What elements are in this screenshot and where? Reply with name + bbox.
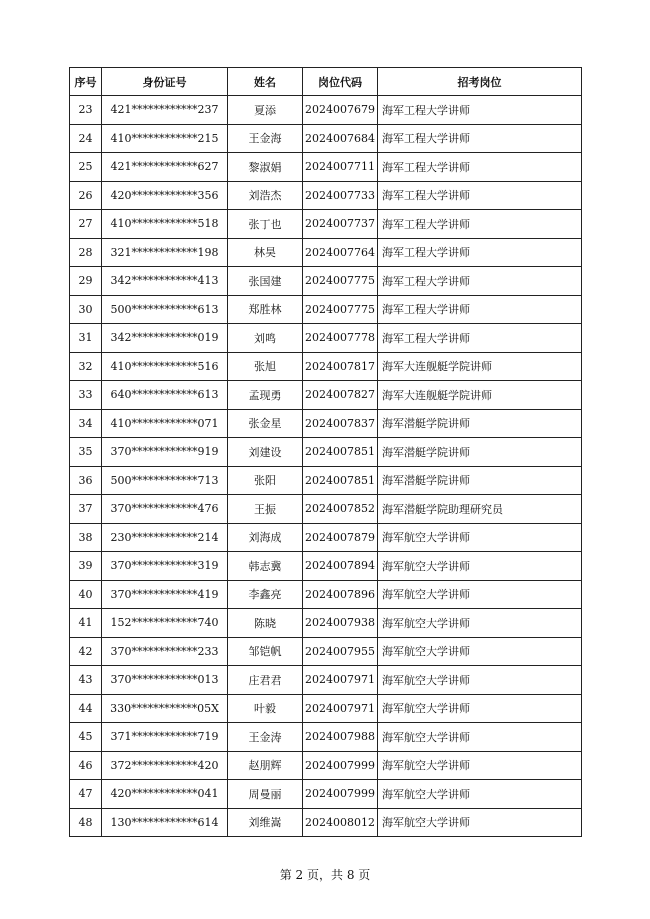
cell-id-number: 500************713 [102,466,228,495]
cell-index: 24 [70,124,102,153]
cell-index: 48 [70,808,102,837]
cell-index: 40 [70,580,102,609]
cell-position-code: 2024007684 [303,124,378,153]
cell-position: 海军工程大学讲师 [378,210,582,239]
cell-index: 44 [70,694,102,723]
cell-position-code: 2024007778 [303,324,378,353]
cell-name: 黎淑娟 [228,153,303,182]
cell-position: 海军工程大学讲师 [378,295,582,324]
cell-index: 34 [70,409,102,438]
header-position-code: 岗位代码 [303,68,378,96]
table-row [70,666,582,695]
cell-name: 邹铠帆 [228,637,303,666]
cell-name: 孟现勇 [228,381,303,410]
cell-position: 海军大连舰艇学院讲师 [378,352,582,381]
cell-id-number: 130************614 [102,808,228,837]
cell-id-number: 410************215 [102,124,228,153]
cell-position-code: 2024007896 [303,580,378,609]
table-row [70,495,582,524]
cell-name: 叶毅 [228,694,303,723]
cell-id-number: 370************319 [102,552,228,581]
cell-position: 海军工程大学讲师 [378,153,582,182]
cell-id-number: 372************420 [102,751,228,780]
cell-index: 33 [70,381,102,410]
cell-position-code: 2024007775 [303,267,378,296]
table-row [70,381,582,410]
cell-position: 海军潜艇学院讲师 [378,438,582,467]
cell-id-number: 342************019 [102,324,228,353]
table-row [70,181,582,210]
cell-id-number: 370************919 [102,438,228,467]
cell-position-code: 2024007999 [303,780,378,809]
cell-position-code: 2024007817 [303,352,378,381]
cell-position: 海军航空大学讲师 [378,808,582,837]
cell-position: 海军工程大学讲师 [378,96,582,125]
table-row [70,324,582,353]
header-id-number: 身份证号 [102,68,228,96]
cell-index: 47 [70,780,102,809]
header-position: 招考岗位 [378,68,582,96]
cell-id-number: 370************013 [102,666,228,695]
cell-position-code: 2024007851 [303,438,378,467]
cell-name: 庄君君 [228,666,303,695]
cell-id-number: 342************413 [102,267,228,296]
cell-id-number: 371************719 [102,723,228,752]
cell-index: 39 [70,552,102,581]
cell-id-number: 640************613 [102,381,228,410]
cell-position-code: 2024007733 [303,181,378,210]
cell-name: 张国建 [228,267,303,296]
table-row [70,210,582,239]
cell-index: 28 [70,238,102,267]
header-index: 序号 [70,68,102,96]
cell-name: 郑胜林 [228,295,303,324]
cell-index: 29 [70,267,102,296]
table-row [70,723,582,752]
cell-index: 46 [70,751,102,780]
cell-index: 27 [70,210,102,239]
cell-name: 林昊 [228,238,303,267]
cell-name: 夏添 [228,96,303,125]
cell-position-code: 2024007775 [303,295,378,324]
cell-id-number: 370************233 [102,637,228,666]
cell-position-code: 2024007938 [303,609,378,638]
cell-position-code: 2024007827 [303,381,378,410]
cell-position: 海军航空大学讲师 [378,609,582,638]
cell-id-number: 420************356 [102,181,228,210]
table-row [70,409,582,438]
table-row [70,609,582,638]
cell-position: 海军工程大学讲师 [378,238,582,267]
cell-position: 海军大连舰艇学院讲师 [378,381,582,410]
cell-position: 海军航空大学讲师 [378,666,582,695]
cell-name: 陈晓 [228,609,303,638]
cell-position-code: 2024007971 [303,666,378,695]
table-row [70,96,582,125]
cell-position: 海军潜艇学院讲师 [378,409,582,438]
cell-index: 38 [70,523,102,552]
cell-name: 刘建设 [228,438,303,467]
header-row [70,68,582,96]
cell-index: 31 [70,324,102,353]
cell-id-number: 421************237 [102,96,228,125]
cell-id-number: 321************198 [102,238,228,267]
cell-position: 海军工程大学讲师 [378,181,582,210]
cell-position: 海军航空大学讲师 [378,780,582,809]
cell-position: 海军工程大学讲师 [378,124,582,153]
cell-name: 韩志冀 [228,552,303,581]
table-row [70,780,582,809]
cell-index: 26 [70,181,102,210]
cell-index: 37 [70,495,102,524]
cell-position-code: 2024007999 [303,751,378,780]
cell-position-code: 2024007679 [303,96,378,125]
cell-id-number: 410************518 [102,210,228,239]
cell-position-code: 2024007852 [303,495,378,524]
table-row [70,352,582,381]
cell-position: 海军航空大学讲师 [378,694,582,723]
cell-id-number: 500************613 [102,295,228,324]
cell-id-number: 152************740 [102,609,228,638]
cell-name: 张金星 [228,409,303,438]
table-row [70,238,582,267]
cell-position-code: 2024007894 [303,552,378,581]
cell-name: 王金涛 [228,723,303,752]
table-row [70,751,582,780]
cell-position-code: 2024007837 [303,409,378,438]
cell-id-number: 230************214 [102,523,228,552]
cell-name: 刘海成 [228,523,303,552]
cell-index: 23 [70,96,102,125]
cell-name: 张旭 [228,352,303,381]
cell-position: 海军航空大学讲师 [378,580,582,609]
cell-id-number: 410************516 [102,352,228,381]
table-row [70,124,582,153]
cell-index: 36 [70,466,102,495]
header-name: 姓名 [228,68,303,96]
cell-position: 海军工程大学讲师 [378,324,582,353]
table-row [70,580,582,609]
cell-position-code: 2024007711 [303,153,378,182]
cell-name: 张丁也 [228,210,303,239]
cell-index: 32 [70,352,102,381]
table-row [70,267,582,296]
cell-position-code: 2024007955 [303,637,378,666]
cell-index: 30 [70,295,102,324]
cell-id-number: 330************05X [102,694,228,723]
cell-name: 刘鸣 [228,324,303,353]
roster-table [69,67,582,837]
cell-name: 刘维嵩 [228,808,303,837]
table-row [70,523,582,552]
cell-id-number: 410************071 [102,409,228,438]
cell-position-code: 2024008012 [303,808,378,837]
cell-id-number: 370************419 [102,580,228,609]
cell-index: 35 [70,438,102,467]
cell-name: 张阳 [228,466,303,495]
cell-name: 王振 [228,495,303,524]
cell-position: 海军航空大学讲师 [378,723,582,752]
table-row [70,466,582,495]
table-row [70,808,582,837]
cell-position-code: 2024007764 [303,238,378,267]
cell-name: 刘浩杰 [228,181,303,210]
table-row [70,637,582,666]
cell-name: 周曼丽 [228,780,303,809]
table-row [70,295,582,324]
cell-index: 25 [70,153,102,182]
table-row [70,552,582,581]
table-row [70,694,582,723]
cell-index: 45 [70,723,102,752]
cell-id-number: 421************627 [102,153,228,182]
cell-position: 海军工程大学讲师 [378,267,582,296]
cell-name: 赵朋辉 [228,751,303,780]
cell-position: 海军航空大学讲师 [378,751,582,780]
table-row [70,438,582,467]
cell-position-code: 2024007737 [303,210,378,239]
cell-id-number: 370************476 [102,495,228,524]
cell-id-number: 420************041 [102,780,228,809]
cell-position-code: 2024007851 [303,466,378,495]
cell-index: 42 [70,637,102,666]
cell-name: 李鑫亮 [228,580,303,609]
cell-position: 海军航空大学讲师 [378,637,582,666]
page-footer: 第 2 页，共 8 页 [279,868,371,882]
cell-position: 海军航空大学讲师 [378,552,582,581]
cell-position: 海军潜艇学院助理研究员 [378,495,582,524]
cell-index: 43 [70,666,102,695]
cell-position: 海军潜艇学院讲师 [378,466,582,495]
cell-position: 海军航空大学讲师 [378,523,582,552]
table-row [70,153,582,182]
roster-body [70,96,582,837]
cell-name: 王金海 [228,124,303,153]
cell-index: 41 [70,609,102,638]
cell-position-code: 2024007879 [303,523,378,552]
cell-position-code: 2024007988 [303,723,378,752]
cell-position-code: 2024007971 [303,694,378,723]
